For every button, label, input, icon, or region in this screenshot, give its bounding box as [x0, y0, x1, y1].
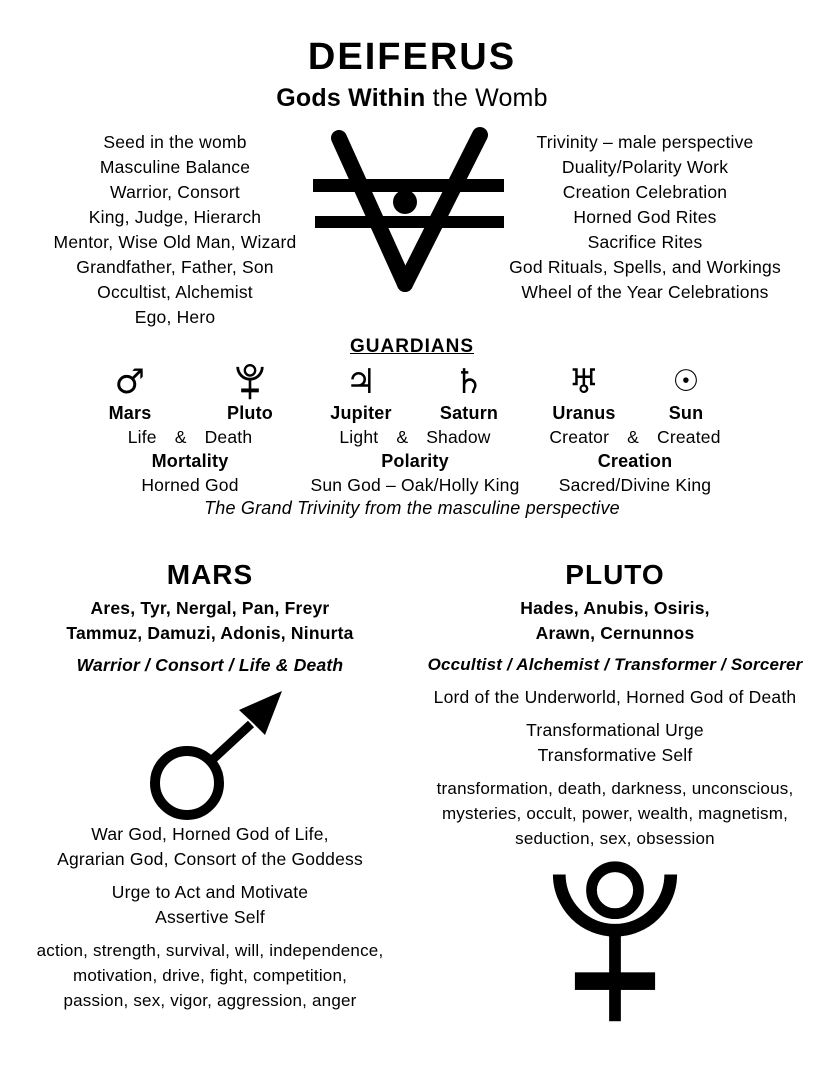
duality-row: Creator & Created — [549, 427, 721, 447]
guardian-group-mortality — [60, 360, 320, 497]
mars-keywords: action, strength, survival, will, independence, motivation, drive, fight, competition, passion, sex, vigor, aggression, anger — [36, 941, 384, 1010]
planet-name: Mars — [108, 403, 152, 423]
page-title: DEIFERUS — [307, 36, 517, 78]
ampersand: & — [627, 427, 639, 447]
list-item: Duality/Polarity Work — [561, 157, 729, 177]
list-item: Occultist, Alchemist — [97, 282, 253, 302]
pluto-titles: Lord of the Underworld, Horned God of Death — [433, 687, 797, 707]
list-item: God Rituals, Spells, and Workings — [509, 257, 781, 277]
practices-list — [480, 130, 810, 305]
pluto-urge: Transformational Urge Transformative Self — [526, 720, 704, 765]
list-item: Masculine Balance — [99, 157, 251, 177]
list-item: Sacrifice Rites — [587, 232, 703, 252]
planet-saturn — [433, 360, 505, 425]
subtitle-rest: the Womb — [425, 84, 548, 112]
planet-pair — [500, 360, 770, 425]
group-aspect: Sun God – Oak/Holly King — [310, 475, 520, 495]
group-aspect: Sacred/Divine King — [558, 475, 712, 495]
ampersand: & — [174, 427, 187, 447]
jupiter-icon: ♃ — [345, 362, 377, 402]
mars-titles: War God, Horned God of Life, Agrarian God, Consort of the Goddess — [57, 824, 363, 869]
page-subtitle — [0, 84, 824, 113]
group-theme: Mortality — [151, 451, 229, 471]
mars-section — [10, 558, 410, 1013]
list-item: Warrior, Consort — [110, 182, 240, 202]
group-theme: Creation — [597, 451, 673, 471]
ampersand: & — [396, 427, 409, 447]
saturn-icon: ♄ — [453, 362, 485, 402]
pluto-section-heading: PLUTO — [565, 559, 665, 590]
masculine-aspects-list — [25, 130, 325, 330]
mars-roles: Warrior / Consort / Life & Death — [76, 655, 344, 675]
list-item: Seed in the womb — [103, 132, 247, 152]
planet-uranus — [548, 360, 620, 425]
duality-row: Light & Shadow — [339, 427, 491, 447]
mars-symbol-icon — [130, 678, 290, 820]
list-item: Trivinity – male perspective — [536, 132, 754, 152]
mars-icon: ♂ — [114, 362, 146, 402]
pluto-roles: Occultist / Alchemist / Transformer / Sorcerer — [427, 655, 803, 674]
list-item: King, Judge, Hierarch — [88, 207, 262, 227]
planet-name: Sun — [668, 403, 704, 423]
pluto-god-names: Hades, Anubis, Osiris, Arawn, Cernunnos — [520, 598, 710, 643]
mars-section-heading: MARS — [166, 559, 254, 590]
planet-name: Saturn — [439, 403, 499, 423]
group-theme: Polarity — [381, 451, 449, 471]
mars-god-names: Ares, Tyr, Nergal, Pan, Freyr Tammuz, Damuzi, Adonis, Ninurta — [66, 598, 354, 643]
list-item: Grandfather, Father, Son — [76, 257, 274, 277]
planet-sun — [650, 360, 722, 425]
pluto-icon — [236, 360, 264, 402]
pluto-section — [415, 558, 815, 1031]
planet-pluto — [214, 360, 286, 425]
grand-trivinity-caption: The Grand Trivinity from the masculine perspective — [204, 498, 620, 518]
guardians-heading: GUARDIANS — [349, 336, 475, 357]
list-item: Ego, Hero — [134, 307, 216, 327]
pluto-symbol-icon — [550, 855, 680, 1031]
list-item: Mentor, Wise Old Man, Wizard — [53, 232, 297, 252]
pluto-keywords: transformation, death, darkness, unconscious, mysteries, occult, power, wealth, magnetism, seduction, sex, obsession — [436, 779, 794, 848]
list-item: Creation Celebration — [562, 182, 728, 202]
group-aspect: Horned God — [141, 475, 239, 495]
subtitle-bold: Gods Within — [276, 84, 426, 112]
deiferus-v-sigil-icon — [308, 126, 504, 316]
mars-urge: Urge to Act and Motivate Assertive Self — [111, 882, 309, 927]
list-item: Wheel of the Year Celebrations — [521, 282, 769, 302]
uranus-icon: ♅ — [568, 362, 600, 402]
planet-name: Uranus — [552, 403, 616, 423]
planet-name: Jupiter — [330, 403, 392, 423]
guardian-group-creation — [500, 360, 770, 497]
planet-jupiter — [325, 360, 397, 425]
planet-mars — [94, 360, 166, 425]
list-item: Horned God Rites — [573, 207, 717, 227]
planet-pair — [60, 360, 320, 425]
planet-name: Pluto — [227, 403, 273, 423]
sun-icon: ☉ — [672, 364, 700, 399]
duality-row: Life & Death — [127, 427, 253, 447]
